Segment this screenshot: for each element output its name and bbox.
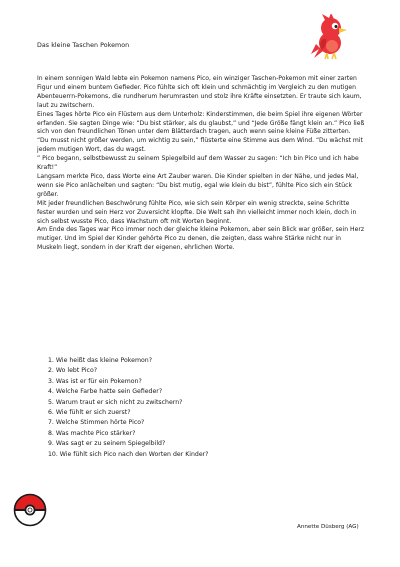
question-item: 3. Was ist er für ein Pokemon? bbox=[48, 377, 142, 385]
story-text bbox=[37, 75, 367, 253]
question-item: 9. Was sagt er zu seinem Spiegelbild? bbox=[48, 440, 166, 448]
question-item: 10. Wie fühlt sich Pico nach den Worten der Kinder? bbox=[48, 450, 209, 458]
story-paragraph: “Du musst nicht größer werden, um wichtig zu sein,” flüsterte eine Stimme aus dem Wind. “Du wächst mit jedem mutigen Wort, das du wagst. bbox=[37, 137, 363, 154]
page-title: Das kleine Taschen Pokemon bbox=[37, 42, 130, 49]
story-paragraph: Eines Tages hörte Pico ein Flüstern aus dem Unterholz: Kinderstimmen, die beim Spiel ihre eigenen Wörter erfanden. Sie sagten Dinge wie: “Du bist stärker, als du glaubst,” und “Jede Größe fängt klein an.” Pico ließ sich von den freundlichen Tönen unter dem Blätterdach tragen, auch wenn seine kleine Füße zitterten. bbox=[37, 110, 365, 136]
story-paragraph: Am Ende des Tages war Pico immer noch der gleiche kleine Pokemon, aber sein Blick war größer, sein Herz mutiger. Und im Spiel der Kinder gehörte Pico zu denen, die zeigten, dass wahre Stärke nicht nur in Muskeln liegt, sondern in der Kraft der eigenen, ehrlichen Worte. bbox=[37, 226, 365, 252]
question-item: 2. Wo lebt Pico? bbox=[48, 367, 98, 375]
question-item: 4. Welche Farbe hatte sein Gefieder? bbox=[48, 388, 163, 396]
story-paragraph: Mit jeder freundlichen Beschwörung fühlte Pico, wie sich sein Körper ein wenig streckte, seine Schritte fester wurden und sein Herz vor Zuversicht klopfte. Die Welt sah ihn vielleicht immer noch klein, doch in sich selbst wusste Pico, dass Wachstum oft mit Worten beginnt. bbox=[37, 199, 357, 225]
story-paragraph: In einem sonnigen Wald lebte ein Pokemon namens Pico, ein winziger Taschen-Pokemon mit einer zarten Figur und einem buntem Gefieder. Pico fühlte sich oft klein und schmächtig im Vergleich zu den mutigen Abenteuerrn-Pokemons, die rundherum herumrasten und stolz ihre Kräfte einsetzten. Er traute sich kaum, laut zu zwitschern. bbox=[37, 75, 362, 109]
author-credit: Annette Düsberg (AG) bbox=[297, 524, 359, 530]
question-item: 7. Welche Stimmen hörte Pico? bbox=[48, 419, 145, 427]
pokeball-icon bbox=[13, 493, 47, 527]
red-bird-pokemon-icon bbox=[310, 14, 350, 62]
question-item: 6. Wie fühlt er sich zuerst? bbox=[48, 409, 131, 417]
story-paragraph: ” Pico begann, selbstbewusst zu seinem Spiegelbild auf dem Wasser zu sagen: “Ich bin Pico und ich habe Kraft!” bbox=[37, 155, 359, 172]
question-item: 1. Wie heißt das kleine Pokemon? bbox=[48, 357, 152, 364]
question-item: 8. Was machte Pico stärker? bbox=[48, 429, 136, 437]
question-list bbox=[48, 356, 348, 460]
story-paragraph: Langsam merkte Pico, dass Worte eine Art Zauber waren. Die Kinder spielten in der Nähe, und jedes Mal, wenn sie Pico anlächelten und sagten: “Du bist mutig, egal wie klein du bist”, fühlte Pico sich ein Stück größer. bbox=[37, 172, 359, 198]
question-item: 5. Warum traut er sich nicht zu zwitschern? bbox=[48, 398, 183, 406]
